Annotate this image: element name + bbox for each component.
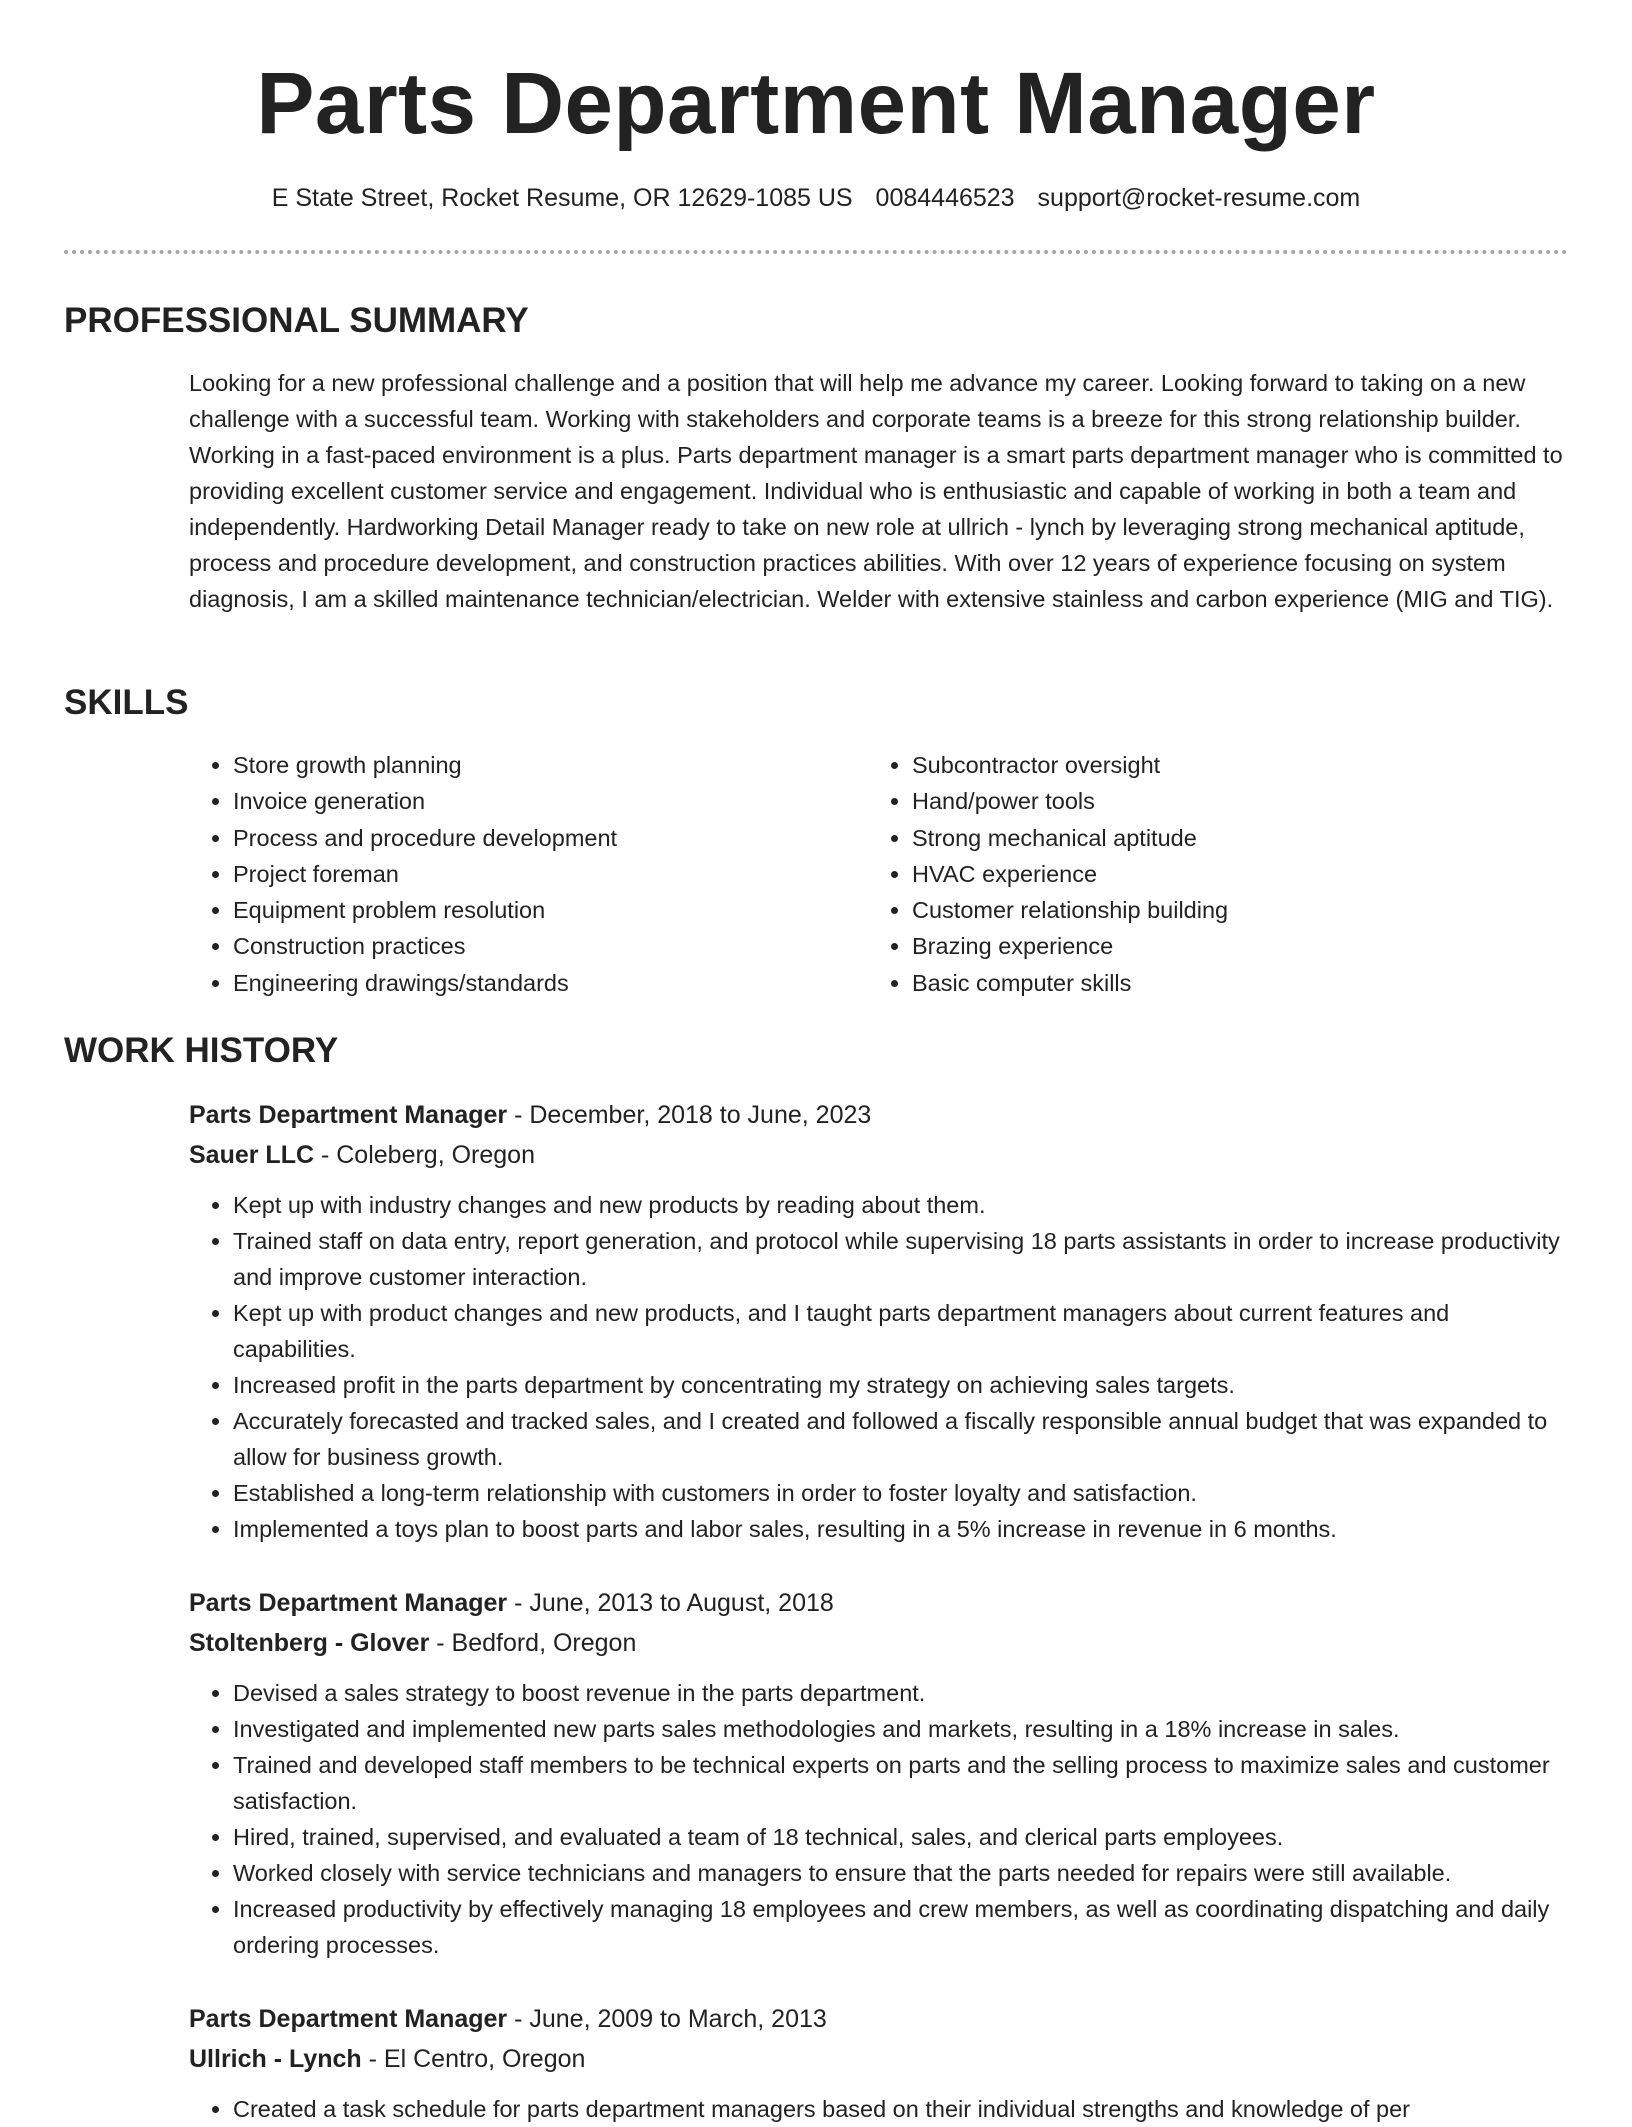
work-history-heading: WORK HISTORY [64, 1031, 339, 1070]
job-dates: - June, 2013 to August, 2018 [507, 1589, 834, 1617]
skill-item: • Brazing experience [912, 928, 1228, 964]
job-bullet: • Investigated and implemented new parts sales methodologies and markets, resulting in a 18% increase in sales. [233, 1711, 1569, 1747]
job-bullet: • Increased profit in the parts department by concentrating my strategy on achieving sales targets. [233, 1367, 1569, 1403]
skill-item: • HVAC experience [912, 856, 1228, 892]
skill-item: • Equipment problem resolution [233, 892, 617, 928]
job-location: - Bedford, Oregon [429, 1629, 637, 1657]
contact-address: E State Street, Rocket Resume, OR 12629-1085 US [271, 184, 853, 212]
contact-phone: 0084446523 [875, 184, 1015, 212]
skill-item: • Construction practices [233, 928, 617, 964]
job-title-line [189, 1999, 1569, 2039]
job-bullets [189, 1187, 1569, 1547]
skill-item: • Hand/power tools [912, 783, 1228, 819]
job-bullet: • Trained staff on data entry, report generation, and protocol while supervising 18 parts assistants in order to increase productivity and improve customer interaction. [233, 1223, 1569, 1295]
job-company: Stoltenberg - Glover [189, 1629, 430, 1657]
job-role: Parts Department Manager [189, 1589, 508, 1617]
job-company: Sauer LLC [189, 1141, 315, 1169]
job-bullet: • Accurately forecasted and tracked sales, and I created and followed a fiscally responsible annual budget that was expanded to allow for business growth. [233, 1403, 1569, 1475]
skills-column-right [868, 747, 1228, 1001]
header-divider [64, 250, 1568, 254]
job-bullet: • Created a task schedule for parts department managers based on their individual strengths and knowledge of per [233, 2091, 1569, 2127]
summary-text: Looking for a new professional challenge and a position that will help me advance my career. Looking forward to taking on a new challenge with a successful team. Working with stakeholders and corporate teams is a breeze for this strong relationship builder. Working in a fast-paced environment is a plus. Parts department manager is a smart parts department manager who is committed to providing excellent customer service and engagement. Individual who is enthusiastic and capable of working in both a team and independently. Hardworking Detail Manager ready to take on new role at ullrich - lynch by leveraging strong mechanical aptitude, process and procedure development, and construction practices abilities. With over 12 years of experience focusing on system diagnosis, I am a skilled maintenance technician/electrician. Welder with extensive stainless and carbon experience (MIG and TIG). [189, 370, 1563, 612]
job-dates: - June, 2009 to March, 2013 [507, 2005, 827, 2033]
skill-item: • Invoice generation [233, 783, 617, 819]
job-bullet: • Worked closely with service technicians and managers to ensure that the parts needed for repairs were still available. [233, 1855, 1569, 1891]
job-entry [189, 1095, 1569, 1547]
job-bullet: • Established a long-term relationship with customers in order to foster loyalty and satisfaction. [233, 1475, 1569, 1511]
job-title-line [189, 1095, 1569, 1135]
job-entry [189, 1999, 1569, 2127]
job-bullet: • Trained and developed staff members to be technical experts on parts and the selling process to maximize sales and customer satisfaction. [233, 1747, 1569, 1819]
skill-item: • Project foreman [233, 856, 617, 892]
job-company-line [189, 1135, 1569, 1175]
page-title: Parts Department Manager [256, 55, 1376, 152]
job-bullet: • Hired, trained, supervised, and evaluated a team of 18 technical, sales, and clerical parts employees. [233, 1819, 1569, 1855]
job-bullets [189, 2091, 1569, 2127]
skill-item: • Basic computer skills [912, 965, 1228, 1001]
job-company-line [189, 2039, 1569, 2079]
job-bullets [189, 1675, 1569, 1963]
job-company-line [189, 1623, 1569, 1663]
skill-item: • Subcontractor oversight [912, 747, 1228, 783]
job-location: - El Centro, Oregon [361, 2045, 586, 2073]
skills-heading: SKILLS [64, 683, 189, 722]
skill-item: • Engineering drawings/standards [233, 965, 617, 1001]
skill-item: • Customer relationship building [912, 892, 1228, 928]
skill-item: • Strong mechanical aptitude [912, 820, 1228, 856]
job-entry [189, 1583, 1569, 1963]
skill-item: • Process and procedure development [233, 820, 617, 856]
job-bullet: • Kept up with industry changes and new products by reading about them. [233, 1187, 1569, 1223]
job-bullet: • Kept up with product changes and new products, and I taught parts department managers about current features and capabilities. [233, 1295, 1569, 1367]
job-location: - Coleberg, Oregon [314, 1141, 535, 1169]
job-role: Parts Department Manager [189, 2005, 508, 2033]
job-dates: - December, 2018 to June, 2023 [507, 1101, 872, 1129]
skills-column-left [189, 747, 617, 1001]
job-company: Ullrich - Lynch [189, 2045, 362, 2073]
job-bullet: • Devised a sales strategy to boost revenue in the parts department. [233, 1675, 1569, 1711]
contact-line [0, 180, 1632, 216]
job-bullet: • Increased productivity by effectively managing 18 employees and crew members, as well as coordinating dispatching and daily ordering processes. [233, 1891, 1569, 1963]
job-bullet: • Implemented a toys plan to boost parts and labor sales, resulting in a 5% increase in revenue in 6 months. [233, 1511, 1569, 1547]
job-title-line [189, 1583, 1569, 1623]
job-role: Parts Department Manager [189, 1101, 508, 1129]
contact-email: support@rocket-resume.com [1037, 184, 1361, 212]
summary-heading: PROFESSIONAL SUMMARY [64, 301, 529, 340]
skill-item: • Store growth planning [233, 747, 617, 783]
